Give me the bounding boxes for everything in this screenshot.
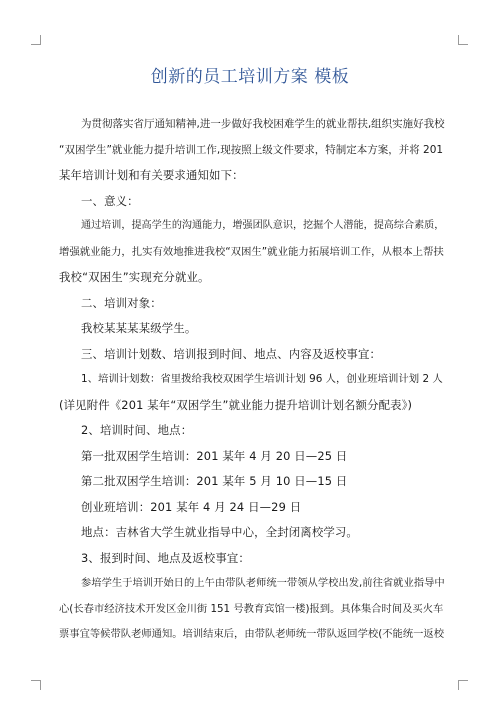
paragraph-line: “双困学生”就业能力提升培训工作,现按照上级文件要求，特制定本方案，并将 201: [59, 144, 444, 156]
paragraph-line: 为贯彻落实省厅通知精神,进一步做好我校困难学生的就业帮扶,组织实施好我校: [81, 118, 445, 130]
paragraph-line: 1、培训计划数：省里拨给我校双困学生培训计划 96 人，创业班培训计划 2 人: [81, 373, 443, 385]
paragraph-line: 心(长春市经济技术开发区金川街 151 号教育宾馆一楼)报到。具体集合时间及买火车: [59, 603, 444, 615]
subsection-heading: 3、报到时间、地点及返校事宜：: [81, 551, 250, 565]
paragraph-line: (详见附件《201 某年“双困学生”就业能力提升培训计划名额分配表》): [59, 398, 413, 412]
crop-mark-bottom-right: [458, 680, 468, 690]
crop-mark-top-left: [31, 35, 41, 45]
paragraph-line: 某年培训计划和有关要求通知如下：: [59, 168, 244, 182]
paragraph-line: 我校“双困生”实现充分就业。: [59, 270, 210, 284]
document-title: 创新的员工培训方案 模板: [150, 67, 350, 87]
paragraph-line: 参培学生于培训开始日的上午由带队老师统一带领从学校出发,前往省就业指导中: [81, 577, 445, 589]
crop-mark-top-right: [458, 35, 468, 45]
paragraph-line: 增强就业能力，扎实有效地推进我校“双困生”就业能力拓展培训工作，从根本上帮扶: [59, 246, 444, 258]
section-heading: 二、培训对象：: [81, 296, 162, 310]
section-heading: 一、意义：: [81, 194, 139, 208]
paragraph-line: 第一批双困学生培训：201 某年 4 月 20 日—25 日: [81, 449, 348, 463]
paragraph-line: 通过培训，提高学生的沟通能力，增强团队意识，挖掘个人潜能，提高综合素质，: [81, 220, 445, 231]
paragraph-line: 创业班培训：201 某年 4 月 24 日—29 日: [81, 500, 302, 514]
paragraph-line: 地点：吉林省大学生就业指导中心，全封闭离校学习。: [81, 525, 358, 539]
paragraph-line: 我校某某某某级学生。: [81, 321, 197, 335]
subsection-heading: 2、培训时间、地点：: [81, 423, 193, 437]
paragraph-line: 票事宜等候带队老师通知。培训结束后，由带队老师统一带队返回学校(不能统一返校: [59, 628, 444, 640]
paragraph-line: 第二批双困学生培训：201 某年 5 月 10 日—15 日: [81, 474, 348, 488]
section-heading: 三、培训计划数、培训报到时间、地点、内容及返校事宜：: [81, 347, 382, 361]
crop-mark-bottom-left: [31, 680, 41, 690]
